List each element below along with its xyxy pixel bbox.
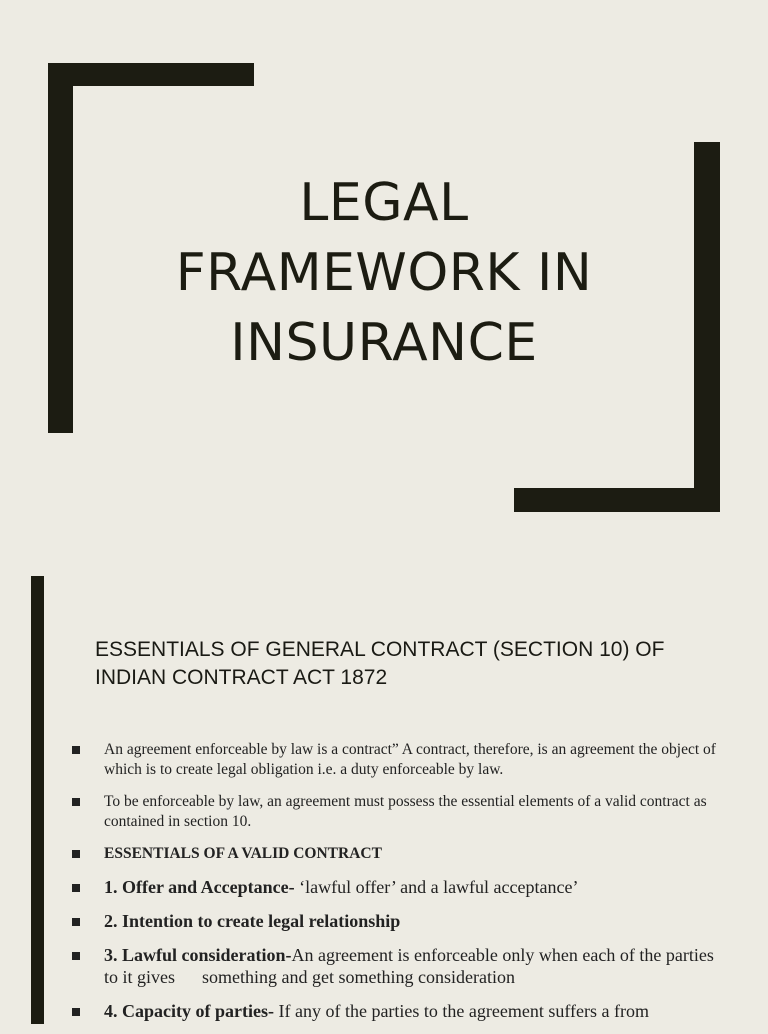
bullet-text: If any of the parties to the agreement suffers a from (273, 1001, 650, 1021)
bullet-bold-text: 2. Intention to create legal relationship (104, 911, 401, 931)
title-line: INSURANCE (230, 313, 538, 373)
bullet-item (70, 1000, 730, 1022)
bracket-bottom-right-vertical (694, 142, 720, 512)
slide-title (100, 168, 668, 378)
bullet-text: ESSENTIALS OF A VALID CONTRACT (104, 845, 382, 862)
bullet-square-icon (72, 850, 80, 858)
heading-line: ESSENTIALS OF GENERAL CONTRACT (SECTION 10) OF (95, 638, 665, 661)
slide2-heading (95, 636, 735, 692)
bullet-square-icon (72, 884, 80, 892)
bracket-top-left-vertical (48, 63, 73, 433)
bullet-square-icon (72, 746, 80, 754)
bullet-item (70, 740, 730, 780)
bullet-text: ‘lawful offer’ and a lawful acceptance’ (294, 877, 579, 897)
slide2-left-accent-bar (31, 576, 44, 1024)
bracket-top-left-horizontal (48, 63, 254, 86)
bullet-text: An agreement is enforceable only when each of the parties to it gives something and get something consideration (104, 945, 714, 987)
bullet-list (70, 740, 730, 1034)
heading-line: INDIAN CONTRACT ACT 1872 (95, 666, 388, 689)
title-line: FRAMEWORK IN (175, 243, 593, 303)
bullet-item (70, 844, 730, 864)
bullet-square-icon (72, 798, 80, 806)
bullet-item (70, 910, 730, 932)
bullet-text: To be enforceable by law, an agreement must possess the essential elements of a valid contract as contained in section 10. (104, 793, 707, 830)
bullet-bold-text: 1. Offer and Acceptance- (104, 877, 295, 897)
title-line: LEGAL (299, 173, 469, 233)
bullet-item (70, 944, 730, 988)
bullet-item (70, 876, 730, 898)
bullet-square-icon (72, 918, 80, 926)
bullet-square-icon (72, 1008, 80, 1016)
bullet-item (70, 792, 730, 832)
bullet-bold-text: 3. Lawful consideration- (104, 945, 292, 965)
bracket-bottom-right-horizontal (514, 488, 720, 512)
bullet-text: An agreement enforceable by law is a contract” A contract, therefore, is an agreement the object of which is to create legal obligation i.e. a duty enforceable by law. (104, 741, 716, 778)
bullet-bold-text: 4. Capacity of parties- (104, 1001, 274, 1021)
bullet-square-icon (72, 952, 80, 960)
